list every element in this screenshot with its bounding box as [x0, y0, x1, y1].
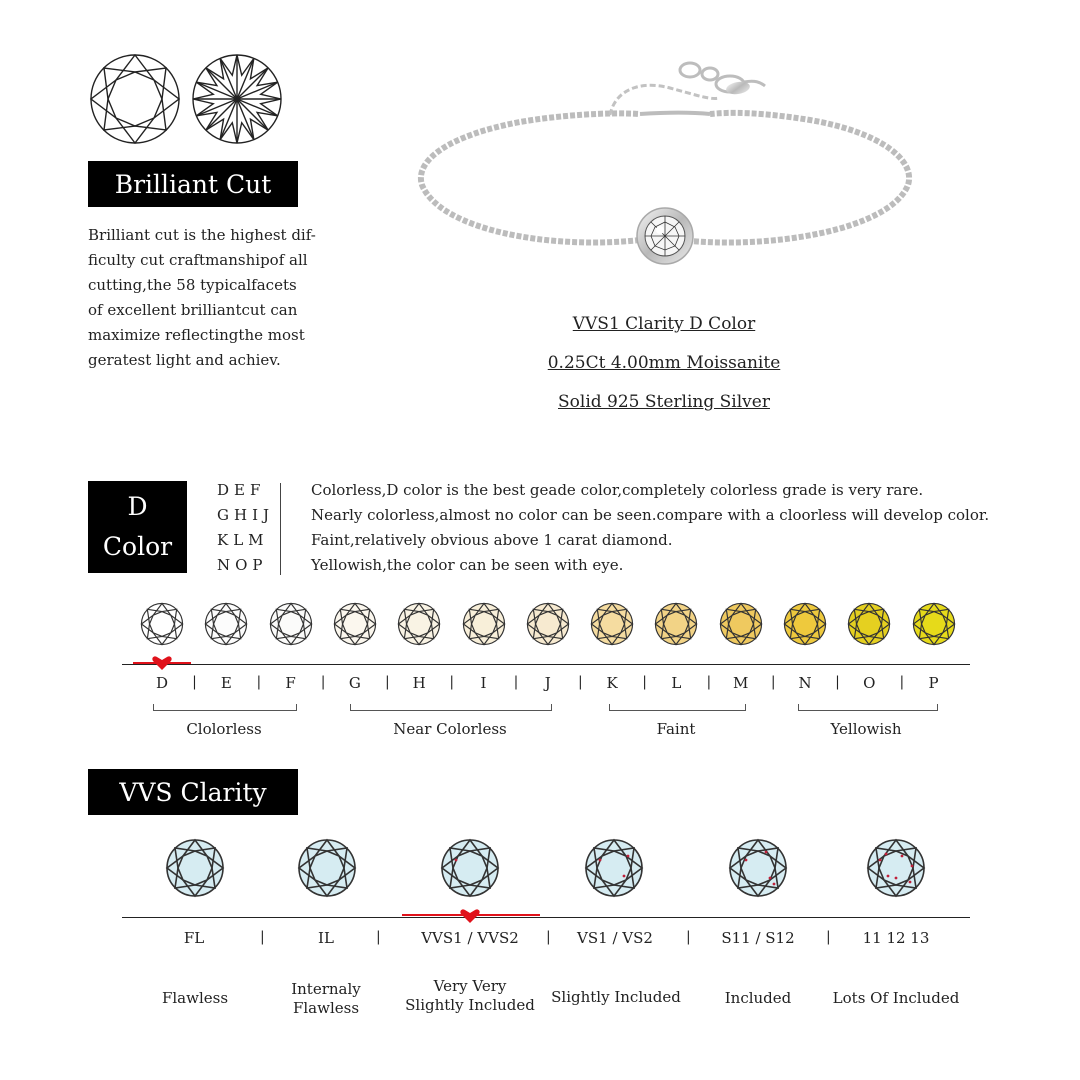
- color-scale-letter-e: E: [220, 674, 232, 692]
- product-carat-size: 0.25Ct 4.00mm Moissanite: [547, 353, 781, 373]
- color-scale-separator: |: [256, 674, 262, 690]
- grade-desc-ghij: Nearly colorless,almost no color can be seen.compare with a cloorless will develop color.: [311, 506, 990, 524]
- color-scale-letter-o: O: [863, 674, 876, 692]
- color-scale-letter-h: H: [412, 674, 426, 692]
- color-gem-l-icon: [654, 602, 698, 650]
- description-line: of excellent brilliantcut can: [88, 301, 298, 319]
- color-scale-separator: |: [192, 674, 197, 690]
- color-scale-letter-d: D: [155, 674, 169, 692]
- clarity-label-line: Included: [724, 989, 792, 1007]
- color-gem-o-icon: [847, 602, 891, 650]
- color-scale-separator: |: [770, 674, 776, 690]
- color-gem-d-icon: [140, 602, 184, 650]
- clarity-label-line: Flawless: [292, 999, 360, 1017]
- color-section-title: [88, 481, 187, 573]
- color-gem-e-icon: [204, 602, 248, 650]
- color-scale-separator: |: [513, 674, 519, 690]
- grade-letters-ghij: GHIJ: [217, 506, 275, 524]
- clarity-gem-2-icon: [297, 838, 357, 902]
- color-title-letter: D: [127, 492, 148, 521]
- color-scale-letter-p: P: [928, 674, 939, 692]
- clarity-grade-i: 11 12 13: [862, 929, 930, 947]
- bracket-yellowish: [798, 704, 938, 711]
- clarity-gem-4-icon: [584, 838, 644, 902]
- color-scale-letter-j: J: [544, 674, 551, 692]
- clarity-separator: |: [826, 929, 831, 945]
- brilliant-cut-title: [88, 161, 298, 207]
- color-gem-k-icon: [590, 602, 634, 650]
- clarity-label-i: [826, 989, 966, 1008]
- color-gem-f-icon: [269, 602, 313, 650]
- clarity-grade-il: IL: [318, 929, 334, 947]
- clarity-separator: |: [686, 929, 691, 945]
- color-scale-separator: |: [577, 674, 583, 690]
- clarity-grade-vs: VS1 / VS2: [577, 929, 653, 947]
- clarity-gem-1-icon: [165, 838, 225, 902]
- color-gem-n-icon: [783, 602, 827, 650]
- clarity-section-title: [88, 769, 298, 815]
- clarity-label-line: Internaly: [291, 980, 361, 998]
- category-colorless: Clolorless: [186, 720, 262, 738]
- clarity-label-line: Slightly Included: [551, 988, 681, 1006]
- color-scale-separator: |: [835, 674, 840, 690]
- color-scale-line: [122, 664, 970, 665]
- bracket-near-colorless: [350, 704, 552, 711]
- description-line: cutting,the 58 typicalfacets: [88, 276, 297, 294]
- clarity-label-line: Flawless: [161, 989, 229, 1007]
- grade-letters-klm: KLM: [217, 531, 269, 549]
- brilliant-cut-top-view-icon: [88, 52, 182, 146]
- color-scale-separator: |: [449, 674, 455, 690]
- description-line: maximize reflectingthe most: [88, 326, 305, 344]
- color-gem-row: [0, 602, 1080, 650]
- color-title-word: Color: [102, 532, 173, 561]
- clarity-grade-fl: FL: [183, 929, 205, 947]
- category-yellowish: Yellowish: [830, 720, 902, 738]
- color-selected-heart-icon: [152, 656, 172, 670]
- color-scale-separator: |: [899, 674, 905, 690]
- color-scale-letter-l: L: [671, 674, 682, 692]
- clarity-label-si: [698, 989, 818, 1008]
- clarity-label-line: Very Very: [433, 977, 507, 995]
- clarity-label-vs: [541, 988, 691, 1007]
- clarity-grade-vvs: VVS1 / VVS2: [421, 929, 519, 947]
- clarity-title-text: VVS Clarity: [119, 777, 267, 807]
- color-scale-letter-k: K: [606, 674, 618, 692]
- color-scale-separator: |: [642, 674, 647, 690]
- color-scale-letters: [0, 674, 1080, 696]
- color-scale-letter-m: M: [733, 674, 749, 692]
- grade-desc-nop: Yellowish,the color can be seen with eye.: [311, 556, 624, 574]
- clarity-label-line: Lots Of Included: [832, 989, 960, 1007]
- color-scale-separator: |: [320, 674, 326, 690]
- clarity-label-flawless: [135, 989, 255, 1008]
- color-gem-m-icon: [719, 602, 763, 650]
- description-line: Brilliant cut is the highest dif-: [88, 226, 316, 244]
- description-line: geratest light and achiev.: [88, 351, 281, 369]
- clarity-separator: |: [376, 929, 381, 945]
- grade-letters-nop: NOP: [217, 556, 268, 574]
- clarity-separator: |: [546, 929, 551, 945]
- color-scale-letter-i: I: [480, 674, 487, 692]
- clarity-gem-5-icon: [728, 838, 788, 902]
- grade-letters-def: DEF: [217, 481, 266, 499]
- clarity-label-vvs: [395, 977, 545, 1015]
- clarity-selected-heart-icon: [460, 909, 480, 923]
- brilliant-cut-bottom-view-icon: [190, 52, 284, 146]
- grade-desc-klm: Faint,relatively obvious above 1 carat diamond.: [311, 531, 673, 549]
- category-near-colorless: Near Colorless: [393, 720, 507, 738]
- clarity-gem-row: [0, 838, 1080, 902]
- category-faint: Faint: [656, 720, 696, 738]
- product-metal: Solid 925 Sterling Silver: [558, 392, 770, 412]
- color-gem-p-icon: [912, 602, 956, 650]
- description-line: ficulty cut craftmanshipof all: [88, 251, 308, 269]
- bracket-colorless: [153, 704, 297, 711]
- clarity-gem-3-icon: [440, 838, 500, 902]
- grade-desc-def: Colorless,D color is the best geade color,completely colorless grade is very rare.: [311, 481, 924, 499]
- color-scale-separator: |: [385, 674, 390, 690]
- clarity-gem-6-icon: [866, 838, 926, 902]
- bracelet-product-image: [410, 60, 920, 270]
- product-clarity-color: VVS1 Clarity D Color: [572, 314, 756, 334]
- clarity-separator: |: [260, 929, 265, 945]
- clarity-label-internally-flawless: [266, 980, 386, 1018]
- color-gem-h-icon: [397, 602, 441, 650]
- clarity-grade-si: S11 / S12: [721, 929, 795, 947]
- bracket-faint: [609, 704, 746, 711]
- grade-divider: [280, 483, 281, 575]
- brilliant-cut-title-text: Brilliant Cut: [114, 169, 272, 199]
- color-scale-separator: |: [706, 674, 712, 690]
- color-gem-j-icon: [526, 602, 570, 650]
- color-scale-letter-n: N: [798, 674, 812, 692]
- color-gem-g-icon: [333, 602, 377, 650]
- clarity-grade-row: [0, 929, 1080, 951]
- color-scale-letter-f: F: [285, 674, 296, 692]
- clarity-scale-line: [122, 917, 970, 918]
- clarity-label-line: Slightly Included: [405, 996, 535, 1014]
- color-scale-letter-g: G: [348, 674, 361, 692]
- brilliant-cut-description: [88, 223, 318, 373]
- color-gem-i-icon: [462, 602, 506, 650]
